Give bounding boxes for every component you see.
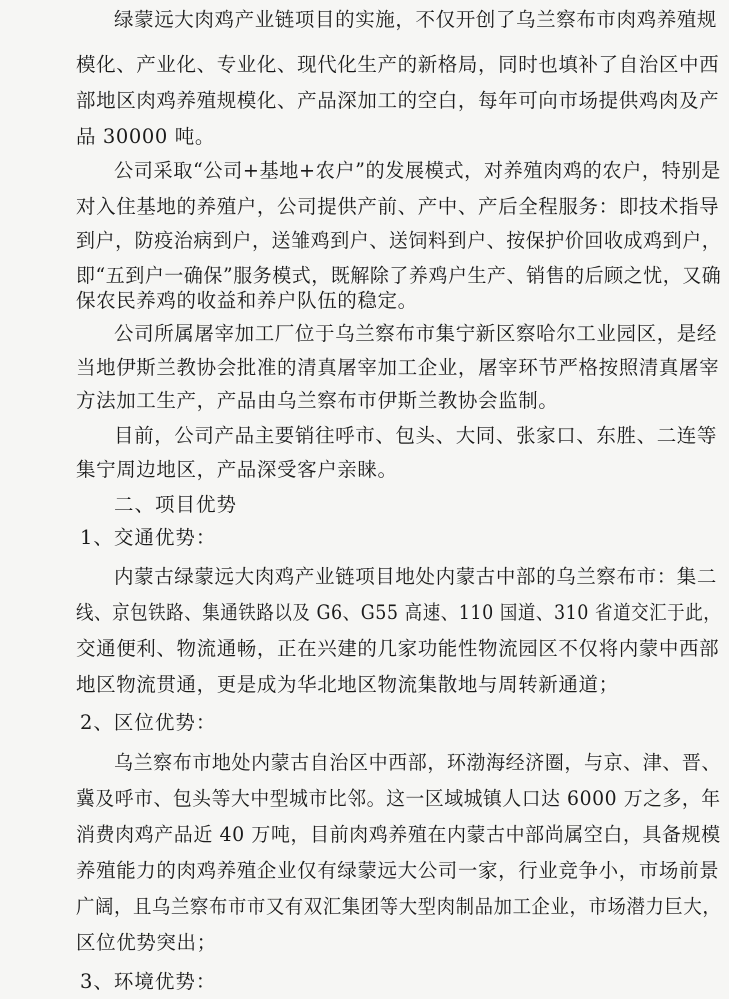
text-line: 方法加工生产，产品由乌兰察布市伊斯兰教协会监制。 [76, 389, 559, 412]
text-line: 目前，公司产品主要销往呼市、包头、大同、张家口、东胜、二连等 [114, 424, 718, 447]
text-line: 保农民养鸡的收益和养户队伍的稳定。 [76, 289, 418, 312]
text-line: 区位优势突出； [76, 931, 217, 954]
text-line: 地区物流贯通，更是成为华北地区物流集散地与周转新通道； [76, 673, 619, 696]
text-line: 即“五到户一确保”服务模式，既解除了养鸡户生产、销售的后顾之忧，又确 [76, 264, 722, 287]
text-line: 当地伊斯兰教协会批准的清真屠宰加工企业，屠宰环节严格按照清真屠宰 [76, 356, 720, 379]
text-line: 到户，防疫治病到户，送雏鸡到户、送饲料到户、按保护价回收成鸡到户， [76, 229, 722, 252]
text-line: 内蒙古绿蒙远大肉鸡产业链项目地处内蒙古中部的乌兰察布市：集二 [114, 565, 718, 588]
subsection-heading: 3、环境优势： [80, 970, 217, 993]
text-line: 对入住基地的养殖户，公司提供产前、产中、产后全程服务：即技术指导 [76, 195, 720, 218]
text-line: 冀及呼市、包头等大中型城市比邻。这一区域城镇人口达 6000 万之多，年 [76, 787, 721, 810]
text-line: 品 30000 吨。 [76, 125, 215, 148]
text-line: 集宁周边地区，产品深受客户亲睐。 [76, 458, 398, 481]
text-line: 交通便利、物流通畅，正在兴建的几家功能性物流园区不仅将内蒙中西部 [76, 637, 720, 660]
section-heading: 二、项目优势 [114, 493, 238, 516]
text-line: 公司采取“公司+基地+农户”的发展模式，对养殖肉鸡的农户，特别是 [114, 159, 721, 182]
text-line: 广阔，且乌兰察布市市又有双汇集团等大型肉制品加工企业，市场潜力巨大， [76, 895, 722, 918]
subsection-heading: 2、区位优势： [80, 711, 217, 734]
text-line: 线、京包铁路、集通铁路以及 G6、G55 高速、110 国道、310 省道交汇于此， [76, 601, 722, 624]
text-line: 公司所属屠宰加工厂位于乌兰察布市集宁新区察哈尔工业园区，是经 [114, 322, 718, 345]
text-line: 绿蒙远大肉鸡产业链项目的实施，不仅开创了乌兰察布市肉鸡养殖规 [114, 8, 718, 31]
text-line: 养殖能力的肉鸡养殖企业仅有绿蒙远大公司一家，行业竞争小，市场前景 [76, 859, 720, 882]
subsection-heading: 1、交通优势： [80, 526, 217, 549]
text-line: 消费肉鸡产品近 40 万吨，目前肉鸡养殖在内蒙古中部尚属空白，具备规模 [76, 823, 721, 846]
text-line: 模化、产业化、专业化、现代化生产的新格局，同时也填补了自治区中西 [76, 53, 720, 76]
text-line: 部地区肉鸡养殖规模化、产品深加工的空白，每年可向市场提供鸡肉及产 [76, 89, 720, 112]
text-line: 乌兰察布市地处内蒙古自治区中西部，环渤海经济圈，与京、津、晋、 [114, 751, 722, 774]
